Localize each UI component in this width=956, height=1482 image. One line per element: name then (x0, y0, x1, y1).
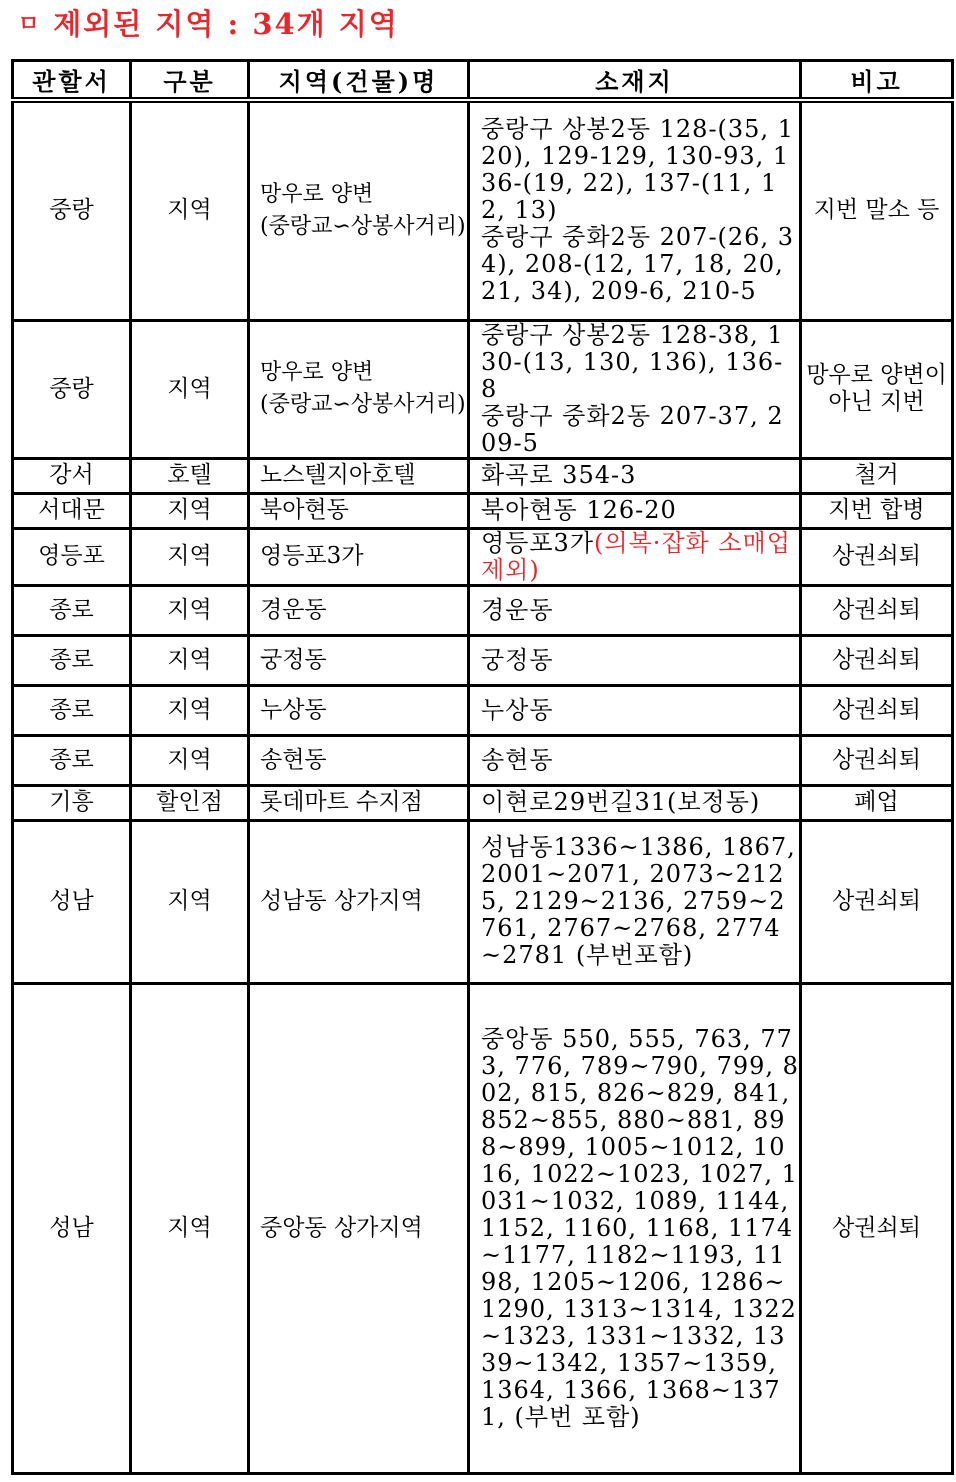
remark-cell (801, 585, 953, 635)
remark-text: 지번 합병 (828, 497, 925, 523)
area-name-cell (249, 635, 469, 685)
table-row (13, 458, 953, 493)
remark-cell (801, 528, 953, 585)
area-name-cell (249, 585, 469, 635)
office-cell (13, 585, 131, 635)
area-name-cell (249, 735, 469, 785)
area-name-text: 북아현동 (260, 497, 349, 523)
area-name-cell (249, 100, 469, 320)
location-cell (469, 635, 801, 685)
location-text: 궁정동 (481, 645, 554, 674)
office-text: 중랑 (49, 375, 94, 402)
table-row (13, 735, 953, 785)
office-cell (13, 735, 131, 785)
remark-cell (801, 685, 953, 735)
table-row (13, 100, 953, 320)
title-text: 제외된 지역 : 34개 지역 (53, 6, 399, 41)
type-text: 지역 (167, 596, 212, 623)
remark-cell (801, 983, 953, 1473)
location-cell (469, 100, 801, 320)
area-name-cell (249, 820, 469, 983)
remark-cell (801, 493, 953, 528)
remark-text: 상권쇠퇴 (832, 888, 921, 914)
remark-text: 지번 말소 등 (813, 197, 940, 224)
area-name-cell (249, 458, 469, 493)
location-text: 북아현동 126-20 (481, 496, 677, 524)
area-name-text: 궁정동 (260, 646, 327, 673)
type-cell (131, 320, 249, 458)
location-text: 누상동 (481, 695, 554, 724)
header-office: 관할서 (13, 61, 131, 101)
location-cell (469, 685, 801, 735)
office-text: 성남 (49, 888, 94, 914)
type-cell (131, 585, 249, 635)
table-row (13, 820, 953, 983)
office-cell (13, 685, 131, 735)
area-name-cell (249, 785, 469, 820)
table-header-row (13, 61, 953, 101)
area-name-text: 누상동 (260, 696, 327, 723)
remark-cell (801, 320, 953, 458)
office-cell (13, 635, 131, 685)
type-cell (131, 458, 249, 493)
office-cell (13, 820, 131, 983)
remark-text: 상권쇠퇴 (832, 596, 921, 623)
type-text: 지역 (167, 497, 212, 523)
area-name-cell (249, 528, 469, 585)
remark-text: 철거 (854, 462, 899, 488)
location-cell (469, 735, 801, 785)
office-cell (13, 528, 131, 585)
type-cell (131, 983, 249, 1473)
office-cell (13, 983, 131, 1473)
table-row (13, 585, 953, 635)
location-cell (469, 320, 801, 458)
office-text: 강서 (49, 462, 94, 488)
remark-cell (801, 100, 953, 320)
office-text: 종로 (49, 646, 94, 673)
office-cell (13, 785, 131, 820)
location-cell (469, 493, 801, 528)
remark-text: 상권쇠퇴 (832, 1214, 921, 1241)
header-area-name: 지역(건물)명 (249, 61, 469, 101)
location-text: 이현로29번길31(보정동) (481, 788, 761, 816)
remark-text: 상권쇠퇴 (832, 543, 921, 569)
area-name-text: 망우로 양변 (중랑교∽상봉사거리) (260, 360, 466, 417)
type-text: 지역 (167, 888, 212, 914)
type-cell (131, 785, 249, 820)
location-text: 중앙동 550, 555, 763, 773, 776, 789~790, 799, 802, 815, 826~829, 841, 852~855, 880~881, 898~899, 1005~1012, 1016, 1022~1023, 1027, 1031~1032, 1089, 1144, 1152, 1160, 1168, 1174~1177, 1182~1193, 1198, 1205~1206, 1286~1290, 1313~1314, 1322~1323, 1331~1332, 1339~1342, 1357~1359, 1364, 1366, 1368~1371, (부번 포함) (481, 1024, 799, 1431)
area-name-cell (249, 493, 469, 528)
area-name-text: 경운동 (260, 596, 327, 623)
area-name-text: 중앙동 상가지역 (260, 1214, 423, 1241)
location-cell (469, 820, 801, 983)
table-row (13, 785, 953, 820)
office-text: 종로 (49, 746, 94, 773)
type-cell (131, 493, 249, 528)
location-text: 중랑구 상봉2동 128-(35, 120), 129-129, 130-93, 136-(19, 22), 137-(11, 12, 13) 중랑구 중화2동 207-(26, 34), 208-(12, 17, 18, 20, 21, 34), 209-6, 210-5 (481, 115, 794, 306)
area-name-cell (249, 320, 469, 458)
office-text: 종로 (49, 696, 94, 723)
type-text: 지역 (167, 375, 212, 402)
location-text: 중랑구 상봉2동 128-38, 130-(13, 130, 136), 136-8 중랑구 중화2동 207-37, 209-5 (481, 320, 784, 457)
remark-cell (801, 735, 953, 785)
remark-cell (801, 635, 953, 685)
type-text: 할인점 (156, 789, 223, 815)
table-row (13, 528, 953, 585)
header-type: 구분 (131, 61, 249, 101)
area-name-text: 노스텔지아호텔 (260, 462, 416, 488)
office-text: 성남 (49, 1214, 94, 1241)
header-remark: 비고 (801, 61, 953, 101)
office-cell (13, 458, 131, 493)
excluded-areas-table (11, 59, 954, 1475)
header-location: 소재지 (469, 61, 801, 101)
type-text: 호텔 (167, 462, 212, 488)
type-cell (131, 820, 249, 983)
remark-text: 상권쇠퇴 (832, 696, 921, 723)
location-cell (469, 458, 801, 493)
area-name-text: 성남동 상가지역 (260, 888, 423, 914)
type-cell (131, 735, 249, 785)
office-text: 종로 (49, 596, 94, 623)
title-bullet-icon: ㅁ (18, 10, 40, 37)
location-text: 화곡로 354-3 (481, 461, 637, 489)
table-row (13, 320, 953, 458)
remark-text: 상권쇠퇴 (832, 646, 921, 673)
area-name-text: 롯데마트 수지점 (260, 789, 423, 815)
table-row (13, 493, 953, 528)
page-title (18, 2, 399, 42)
office-cell (13, 320, 131, 458)
type-text: 지역 (167, 746, 212, 773)
location-cell (469, 528, 801, 585)
remark-text: 망우로 양변이 아닌 지번 (806, 362, 947, 415)
type-text: 지역 (167, 696, 212, 723)
office-text: 영등포 (38, 543, 105, 569)
office-text: 서대문 (38, 497, 105, 523)
type-text: 지역 (167, 197, 212, 224)
remark-cell (801, 820, 953, 983)
location-text: 성남동1336~1386, 1867, 2001~2071, 2073~2125, 2129~2136, 2759~2761, 2767~2768, 2774~2781 (부번포함) (481, 833, 796, 969)
area-name-text: 송현동 (260, 746, 327, 773)
location-note-text: (의복·잡화 소매업 제외) (481, 528, 791, 584)
remark-text: 폐업 (854, 789, 899, 815)
type-cell (131, 685, 249, 735)
office-text: 기흥 (49, 789, 94, 815)
remark-cell (801, 785, 953, 820)
office-cell (13, 100, 131, 320)
location-text: 송현동 (481, 745, 554, 774)
type-text: 지역 (167, 543, 212, 569)
location-cell (469, 785, 801, 820)
office-cell (13, 493, 131, 528)
table-row (13, 685, 953, 735)
type-cell (131, 635, 249, 685)
area-name-text: 망우로 양변 (중랑교∽상봉사거리) (260, 181, 466, 239)
table-row (13, 983, 953, 1473)
type-cell (131, 528, 249, 585)
office-text: 중랑 (49, 197, 94, 224)
area-name-cell (249, 983, 469, 1473)
location-text: 경운동 (481, 595, 554, 624)
remark-cell (801, 458, 953, 493)
area-name-text: 영등포3가 (260, 543, 364, 569)
type-text: 지역 (167, 646, 212, 673)
remark-text: 상권쇠퇴 (832, 746, 921, 773)
type-text: 지역 (167, 1214, 212, 1241)
location-cell (469, 585, 801, 635)
location-cell (469, 983, 801, 1473)
area-name-cell (249, 685, 469, 735)
location-text: 영등포3가 (481, 528, 595, 557)
type-cell (131, 100, 249, 320)
table-row (13, 635, 953, 685)
